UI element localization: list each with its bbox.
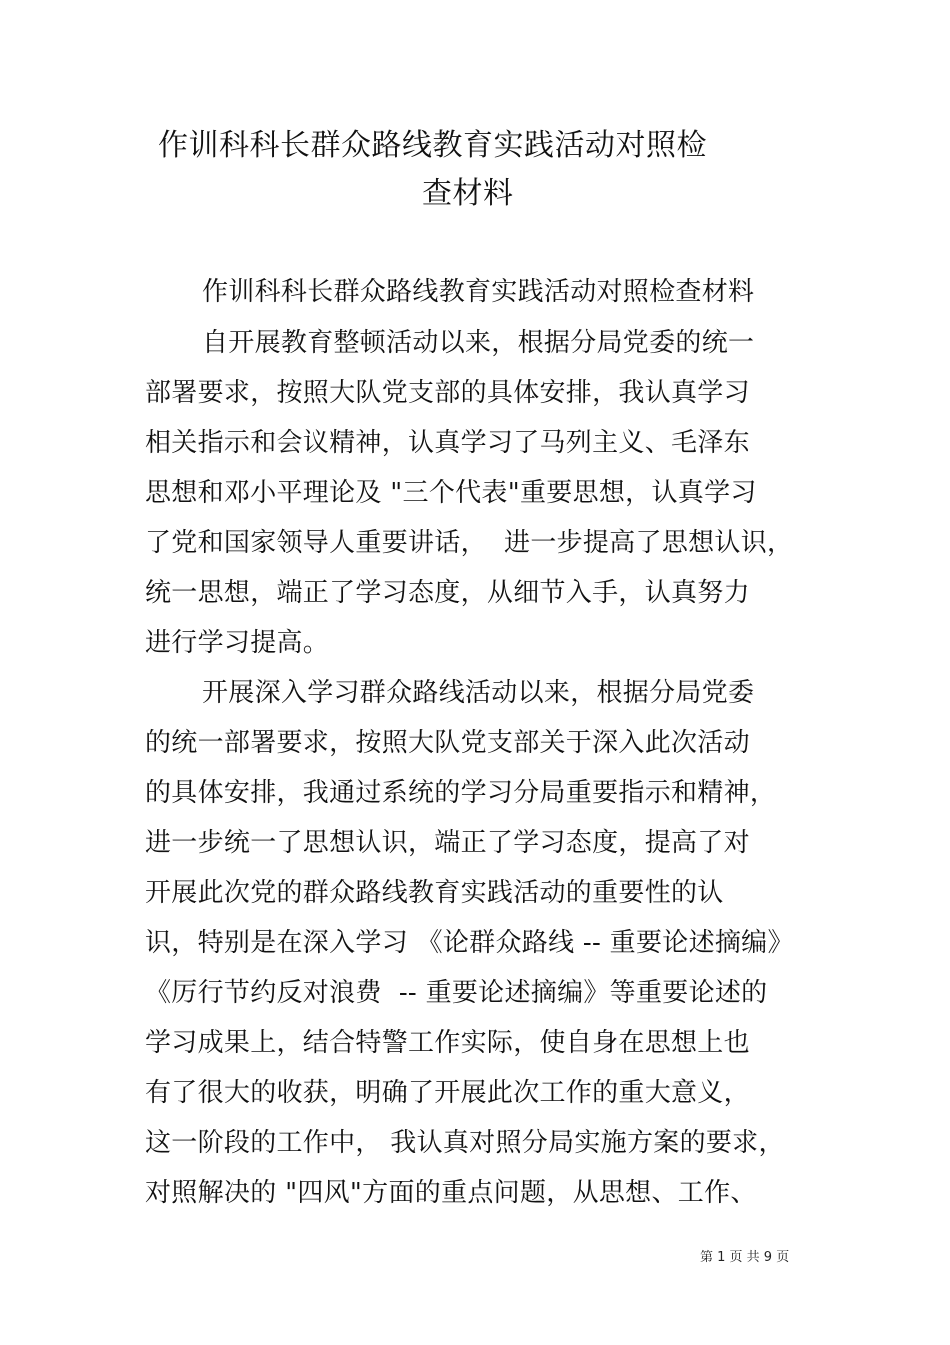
body-line: 的统一部署要求，按照大队党支部关于深入此次活动	[145, 728, 750, 758]
body-line: 思想和邓小平理论及 "三个代表"重要思想，认真学习	[145, 478, 757, 508]
body-line: 有了很大的收获，明确了开展此次工作的重大意义，	[145, 1078, 750, 1108]
body-line: 《厉行节约反对浪费 -- 重要论述摘编》等重要论述的	[145, 978, 768, 1008]
body-line: 部署要求，按照大队党支部的具体安排，我认真学习	[145, 378, 750, 408]
body-line: 识，特别是在深入学习 《论群众路线 -- 重要论述摘编》	[145, 928, 794, 958]
body-line: 了党和国家领导人重要讲话， 进一步提高了思想认识，	[145, 528, 794, 558]
page-number-footer: 第 1 页 共 9 页	[700, 1250, 790, 1265]
body-line: 对照解决的 "四风"方面的重点问题，从思想、工作、	[145, 1178, 757, 1208]
body-line: 开展深入学习群众路线活动以来，根据分局党委	[202, 678, 755, 708]
document-title-line-1: 作训科科长群众路线教育实践活动对照检	[158, 128, 707, 163]
body-line: 的具体安排，我通过系统的学习分局重要指示和精神，	[145, 778, 777, 808]
body-heading: 作训科科长群众路线教育实践活动对照检查材料	[202, 277, 755, 307]
body-line: 学习成果上，结合特警工作实际，使自身在思想上也	[145, 1028, 750, 1058]
body-line: 统一思想，端正了学习态度，从细节入手，认真努力	[145, 578, 750, 608]
body-line: 开展此次党的群众路线教育实践活动的重要性的认	[145, 878, 724, 908]
body-line: 自开展教育整顿活动以来，根据分局党委的统一	[202, 328, 755, 358]
body-line: 这一阶段的工作中， 我认真对照分局实施方案的要求，	[145, 1128, 785, 1158]
document-title-line-2: 查材料	[422, 176, 514, 211]
body-line: 进行学习提高。	[145, 628, 330, 658]
body-line: 进一步统一了思想认识，端正了学习态度，提高了对	[145, 828, 750, 858]
body-line: 相关指示和会议精神，认真学习了马列主义、毛泽东	[145, 428, 750, 458]
